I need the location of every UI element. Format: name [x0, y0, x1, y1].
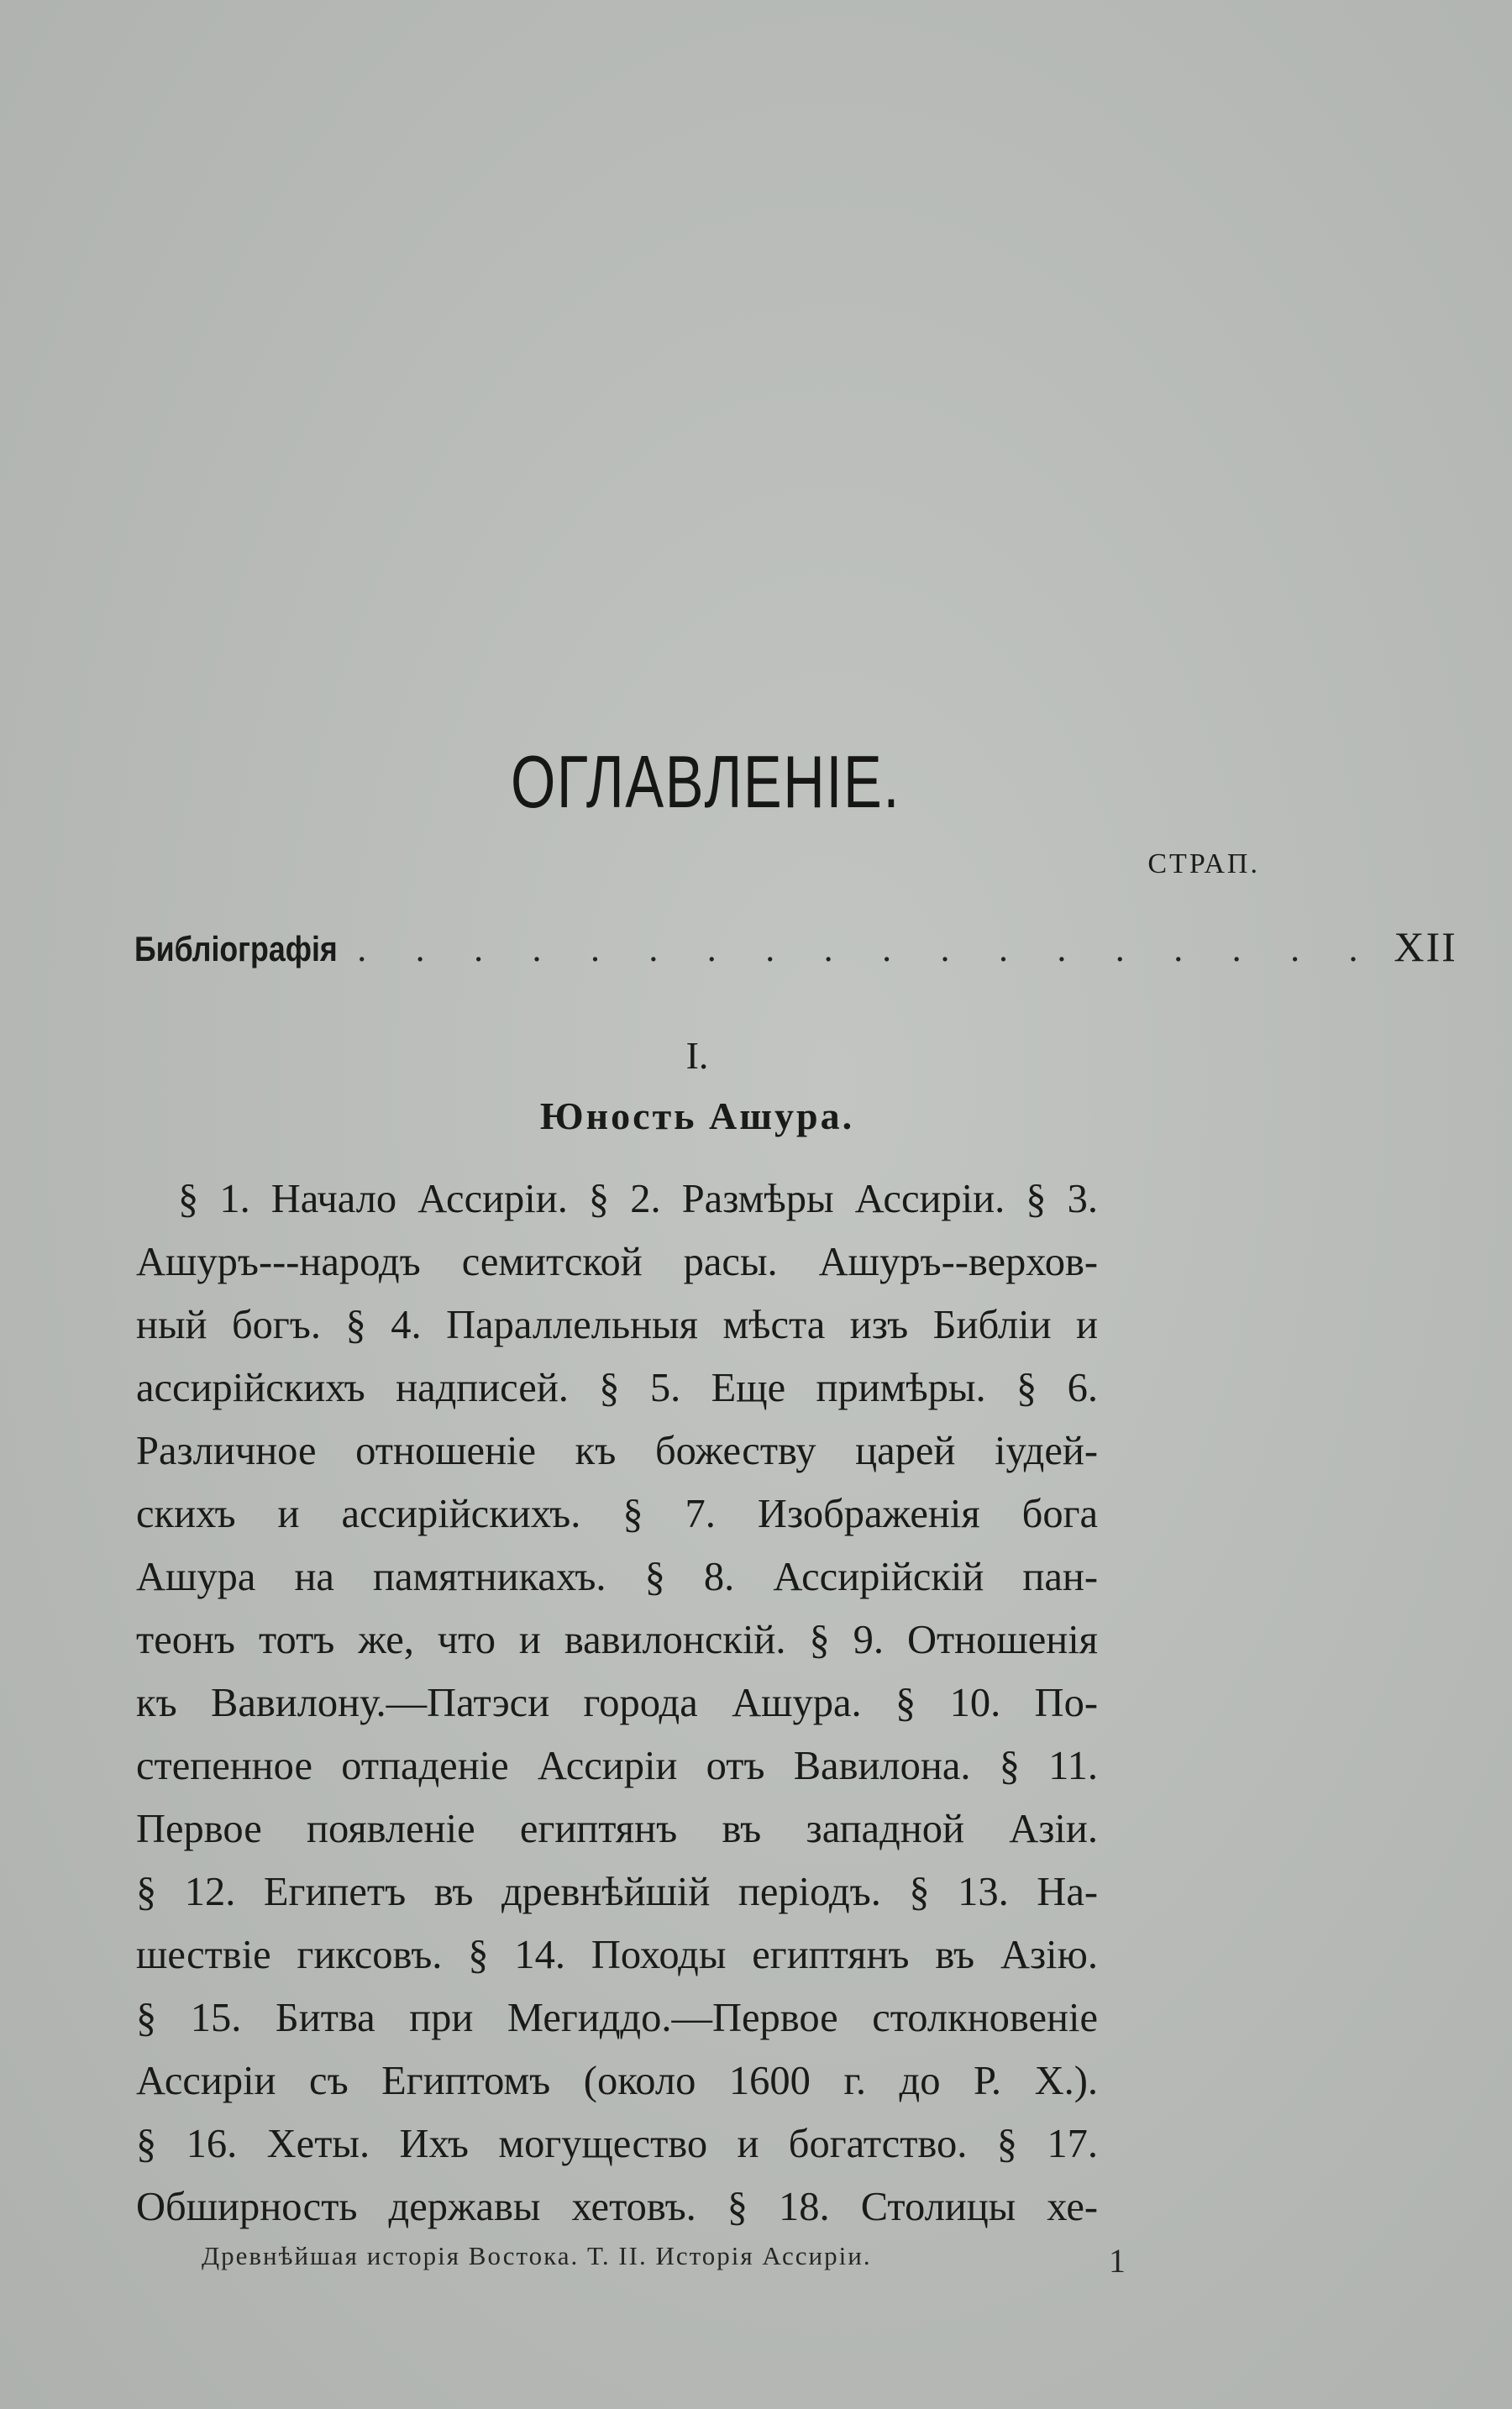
dot-leader: . . . . . . . . . . . . . . . . . . — [356, 931, 1378, 969]
summary-line: Ассиріи съ Египтомъ (около 1600 г. до Р. Х.). — [136, 2059, 1098, 2103]
summary-line: къ Вавилону.—Патэси города Ашура. § 10. По- — [136, 1681, 1098, 1725]
chapter-title: Юность Ашура. — [539, 1094, 855, 1137]
toc-entry-label: Библіографія — [134, 929, 338, 968]
summary-line: Ашура на памятникахъ. § 8. Ассирійскій пан- — [136, 1555, 1098, 1599]
page-title: ОГЛАВЛЕНІЕ. — [510, 740, 901, 823]
page-column-label: СТРАП. — [1147, 848, 1260, 879]
page-footer — [202, 2241, 1126, 2280]
summary-line: § 1. Начало Ассиріи. § 2. Размѣры Ассиріи. § 3. — [178, 1177, 1098, 1221]
summary-line: Различное отношеніе къ божеству царей іудей- — [136, 1429, 1098, 1473]
summary-line: § 16. Хеты. Ихъ могущество и богатство. § 17. — [136, 2122, 1098, 2166]
summary-line: § 12. Египетъ въ древнѣйшій періодъ. § 13. На- — [136, 1870, 1098, 1914]
signature-mark: 1 — [1109, 2242, 1126, 2280]
summary-line: ассирійскихъ надписей. § 5. Еще примѣры. § 6. — [136, 1366, 1098, 1410]
summary-line: скихъ и ассирійскихъ. § 7. Изображенія бога — [136, 1492, 1098, 1536]
chapter-number: I. — [685, 1034, 709, 1077]
footer-running-title: Древнѣйшая исторія Востока. Т. II. Исторія Ассиріи. — [202, 2241, 872, 2270]
summary-line: § 15. Битва при Мегиддо.—Первое столкновеніе — [136, 1996, 1098, 2040]
summary-line: Ашуръ---народъ семитской расы. Ашуръ--верхов- — [136, 1240, 1098, 1284]
summary-line: степенное отпаденіе Ассиріи отъ Вавилона. § 11. — [136, 1744, 1098, 1788]
summary-line: шествіе гиксовъ. § 14. Походы египтянъ въ Азію. — [136, 1933, 1098, 1977]
toc-entry-page: XII — [1394, 923, 1457, 970]
toc-entry-bibliography — [134, 922, 1457, 973]
summary-line: ный богъ. § 4. Параллельныя мѣста изъ Библіи и — [136, 1303, 1098, 1347]
chapter-summary — [136, 1168, 1098, 2238]
summary-line: Обширность державы хетовъ. § 18. Столицы хе- — [136, 2185, 1098, 2229]
summary-line: теонъ тотъ же, что и вавилонскій. § 9. Отношенія — [136, 1618, 1098, 1662]
summary-line: Первое появленіе египтянъ въ западной Азіи. — [136, 1807, 1098, 1851]
